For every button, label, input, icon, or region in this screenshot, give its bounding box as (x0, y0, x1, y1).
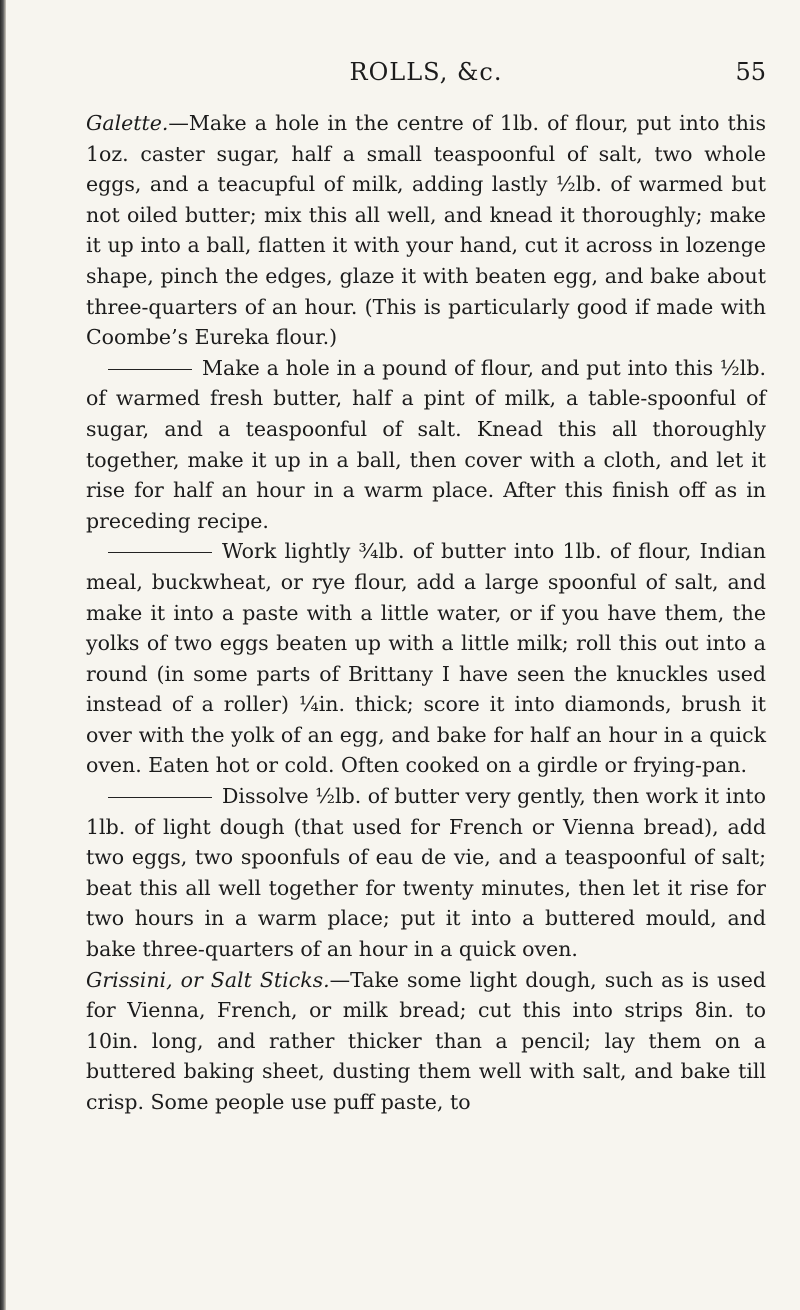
recipe-galette-variant-2 (86, 536, 766, 781)
recipe-galette (86, 108, 766, 353)
recipe-title: Galette. (86, 111, 169, 135)
page-number: 55 (735, 58, 766, 86)
recipe-text: Work lightly ¾lb. of butter into 1lb. of flour, Indian meal, buckwheat, or rye flour, add a large spoonful of salt, and make it into a paste with a little water, or if you have them, the yolks of two eggs beaten up with a little milk; roll this out into a round (in some parts of Brittany I have seen the knuckles used instead of a roller) ¼in. thick; score it into diamonds, brush it over with the yolk of an egg, and bake for half an hour in a quick oven. Eaten hot or cold. Often cooked on a girdle or frying-pan. (86, 539, 766, 778)
ditto-dash (108, 552, 212, 553)
recipe-grissini (86, 965, 766, 1118)
page-body (86, 108, 766, 1118)
recipe-title: Grissini, or Salt Sticks. (86, 967, 330, 992)
recipe-text: —Make a hole in the centre of 1lb. of flour, put into this 1oz. caster sugar, half a small teaspoonful of salt, two whole eggs, and a teacupful of milk, adding lastly ½lb. of warmed but not oiled butter; mix this all well, and knead it thoroughly; make it up into a ball, flatten it with your hand, cut it across in lozenge shape, pinch the edges, glaze it with beaten egg, and bake about three-quarters of an hour. (This is particularly good if made with Coombe’s Eureka flour.) (86, 111, 766, 350)
recipe-galette-variant-1 (86, 353, 766, 537)
page-binding-edge (0, 0, 6, 1310)
ditto-dash (108, 369, 192, 370)
running-title: ROLLS, &c. (349, 58, 503, 86)
recipe-text: Dissolve ½lb. of butter very gently, then work it into 1lb. of light dough (that used for French or Vienna bread), add two eggs, two spoonfuls of eau de vie, and a teaspoonful of salt; beat this all well together for twenty minutes, then let it rise for two hours in a warm place; put it into a buttered mould, and bake three-quarters of an hour in a quick oven. (86, 784, 766, 962)
page-header (86, 58, 766, 92)
recipe-text: Make a hole in a pound of flour, and put into this ½lb. of warmed fresh butter, half a pint of milk, a table-spoonful of sugar, and a teaspoonful of salt. Knead this all thoroughly together, make it up in a ball, then cover with a cloth, and let it rise for half an hour in a warm place. After this finish off as in preceding recipe. (86, 355, 766, 533)
recipe-text: —Take some light dough, such as is used for Vienna, French, or milk bread; cut this into strips 8in. to 10in. long, and rather thicker than a pencil; lay them on a buttered baking sheet, dusting them well with salt, and bake till crisp. Some people use puff paste, to (86, 967, 766, 1114)
recipe-galette-variant-3 (86, 781, 766, 965)
ditto-dash (108, 797, 212, 798)
